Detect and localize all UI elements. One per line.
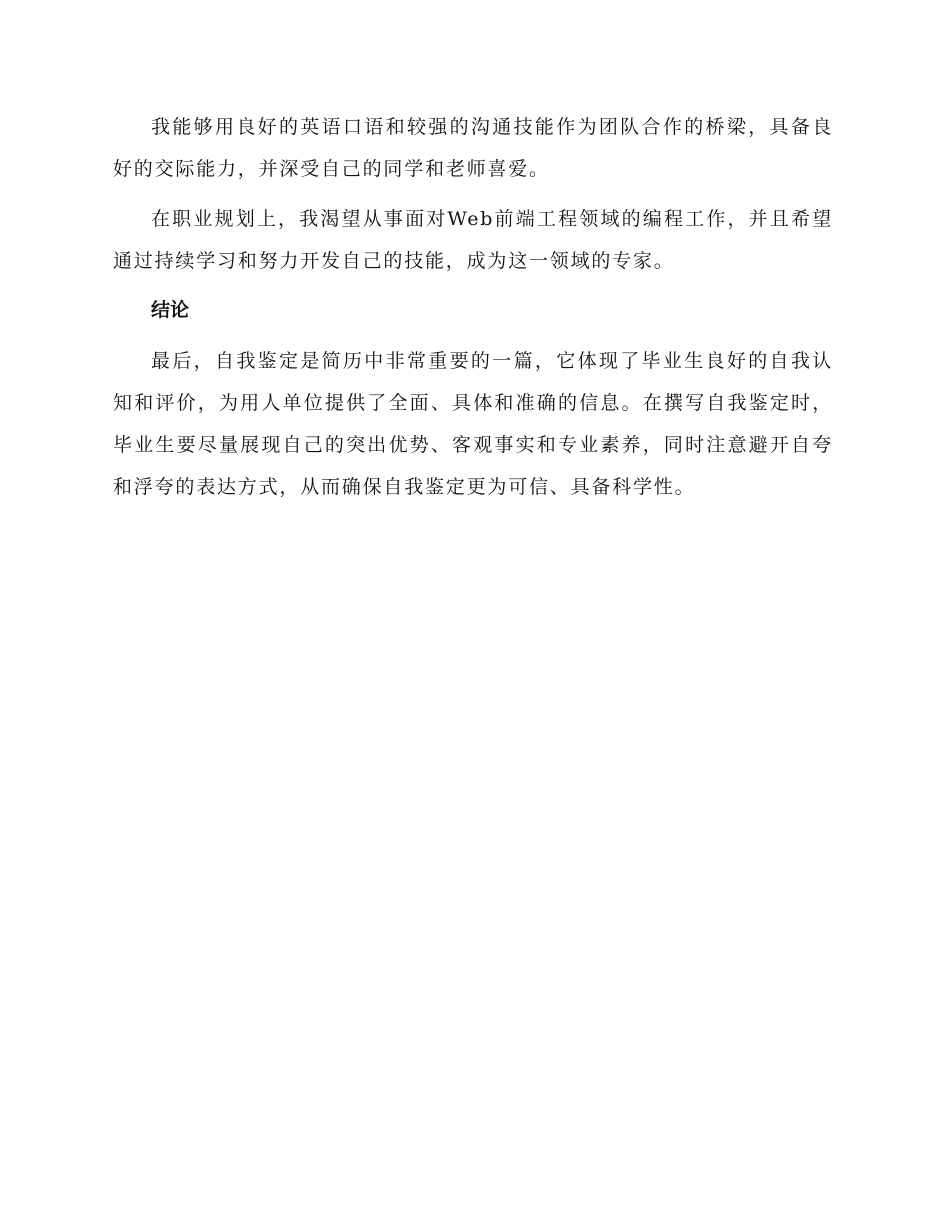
document-page (113, 106, 833, 516)
paragraph-conclusion: 最后，自我鉴定是简历中非常重要的一篇，它体现了毕业生良好的自我认知和评价，为用人单位提供了全面、具体和准确的信息。在撰写自我鉴定时，毕业生要尽量展现自己的突出优势、客观事实和专业素养，同时注意避开自夸和浮夸的表达方式，从而确保自我鉴定更为可信、具备科学性。 (113, 350, 833, 498)
paragraph-communication: 我能够用良好的英语口语和较强的沟通技能作为团队合作的桥梁，具备良好的交际能力，并深受自己的同学和老师喜爱。 (113, 116, 833, 180)
conclusion-heading: 结论 (151, 299, 190, 321)
paragraph-career-plan: 在职业规划上，我渴望从事面对Web前端工程领域的编程工作，并且希望通过持续学习和努力开发自己的技能，成为这一领域的专家。 (113, 208, 833, 272)
